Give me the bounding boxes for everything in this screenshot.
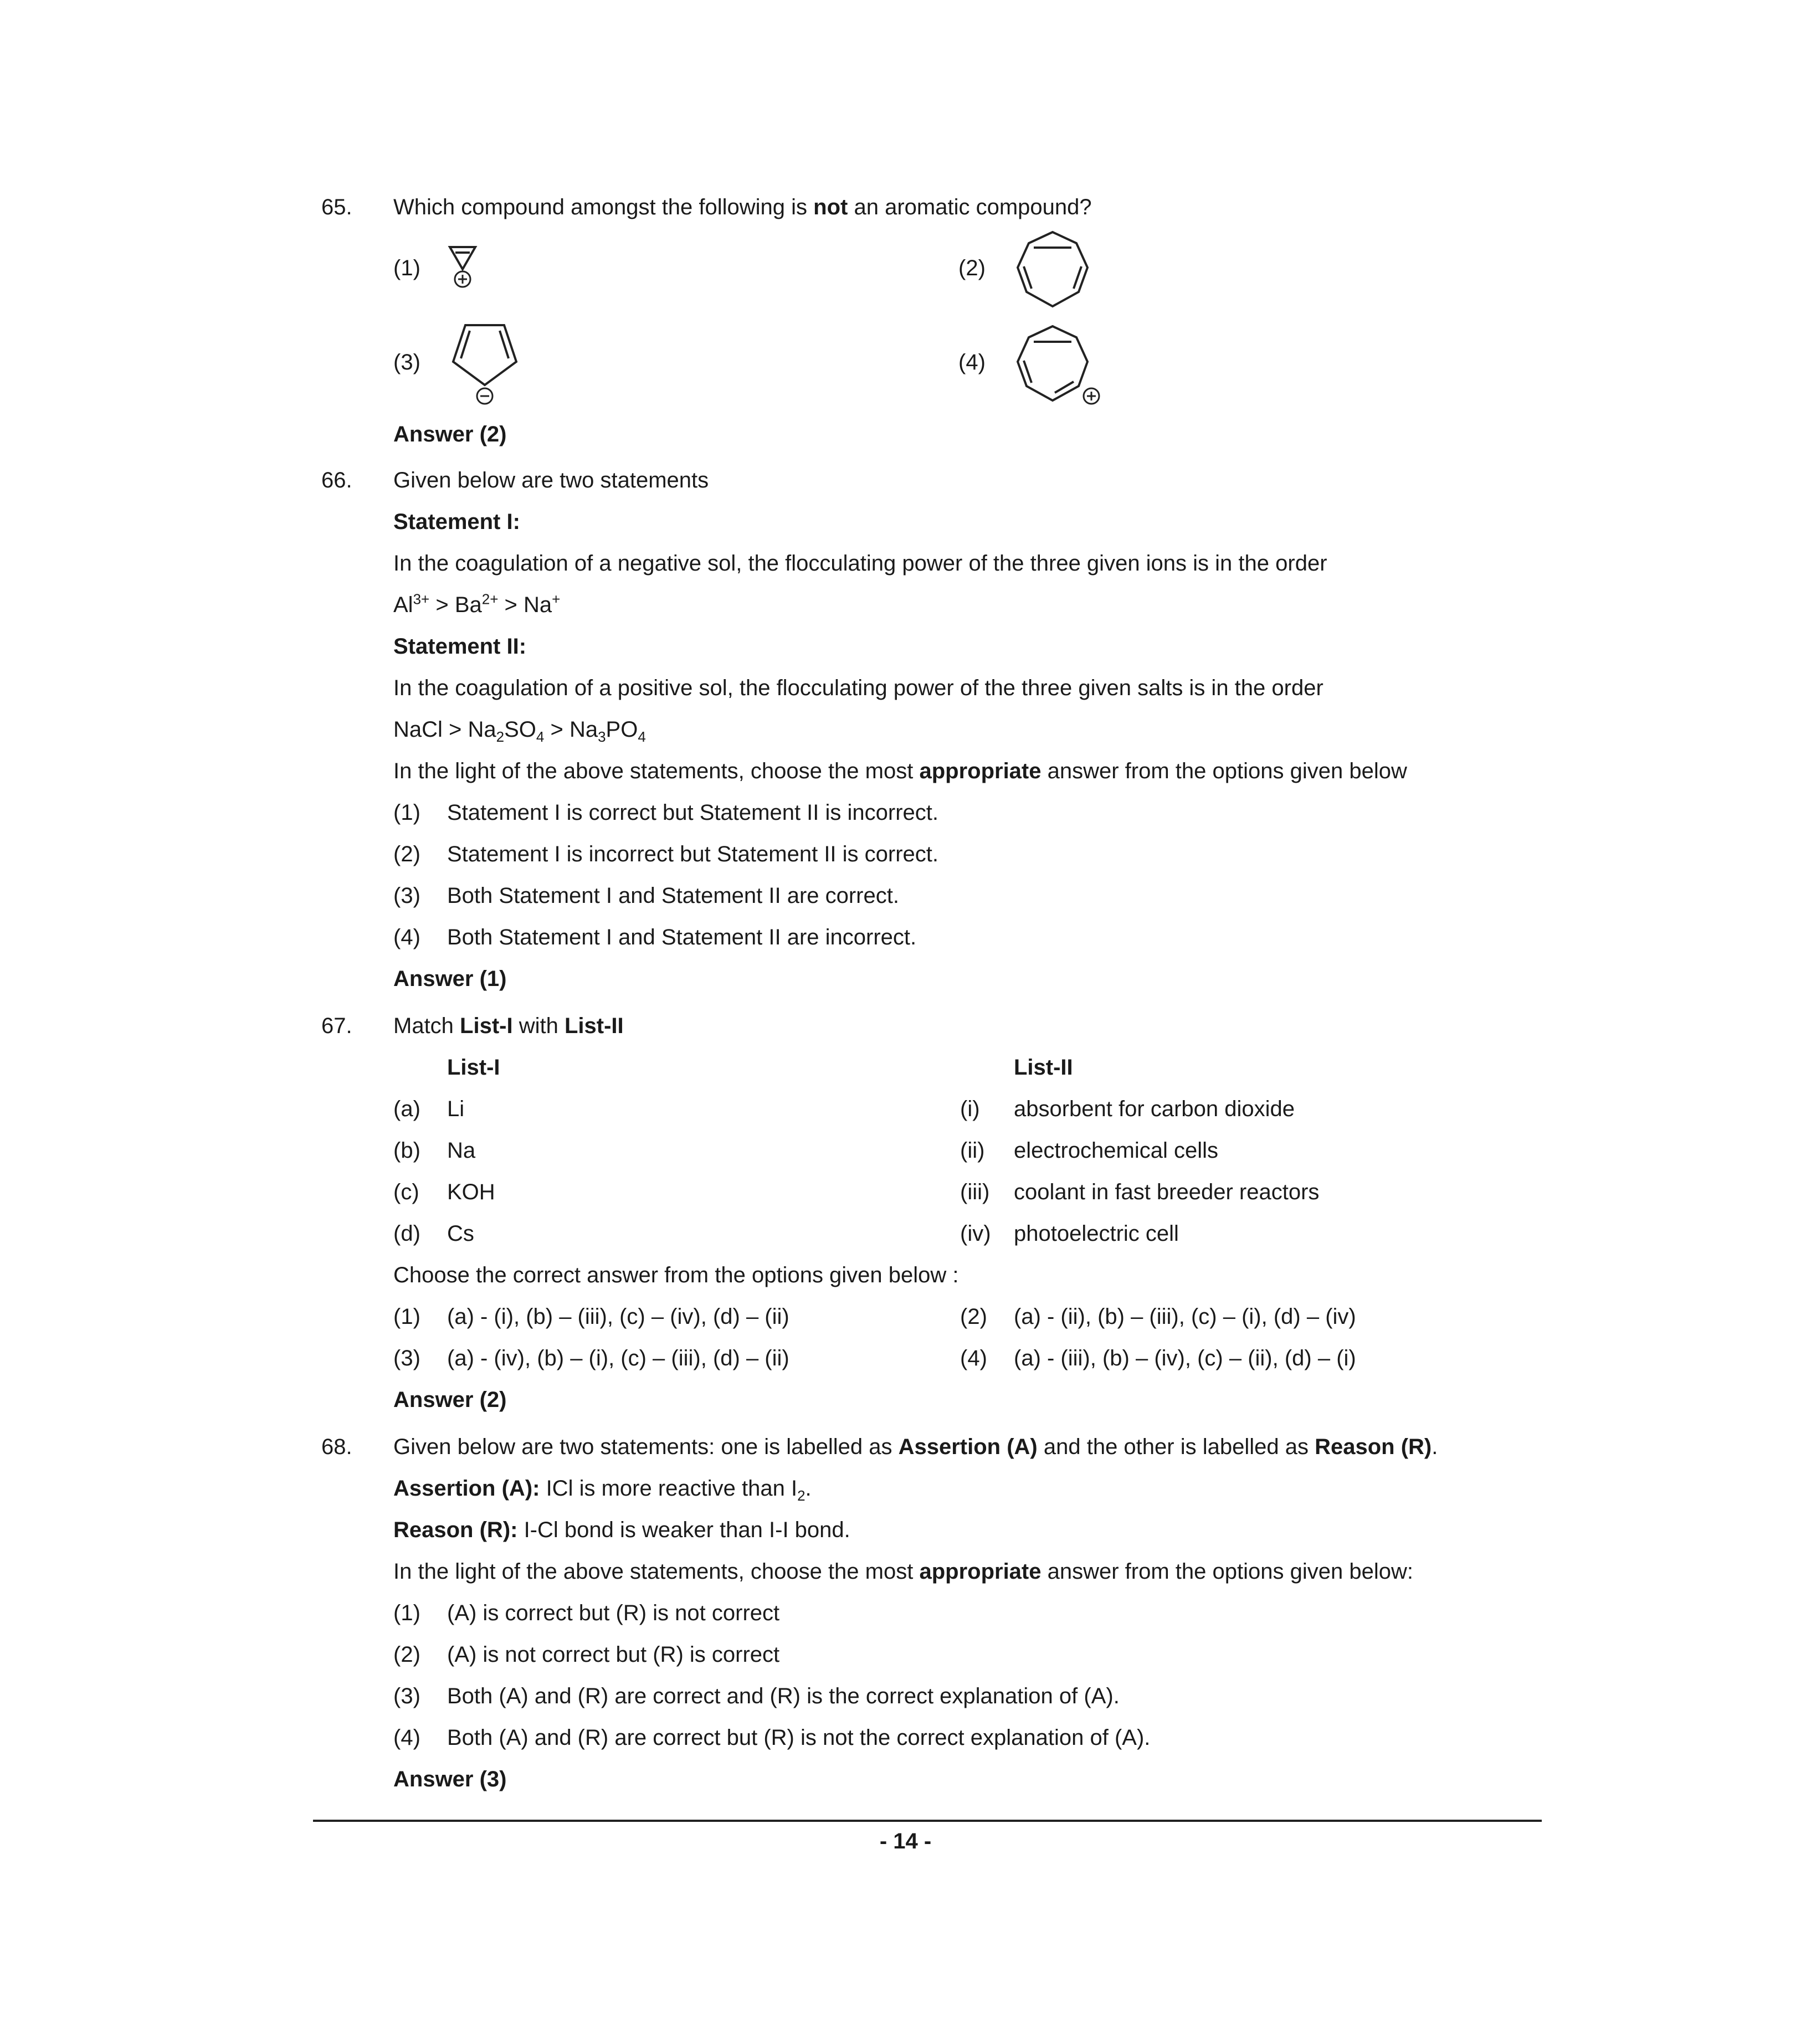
option-label: (2): [958, 256, 986, 280]
list-heading: List-I: [447, 1055, 500, 1080]
subscript: 3: [598, 728, 606, 745]
intro-emphasis: List-I: [460, 1014, 513, 1038]
charge: 2+: [481, 590, 499, 608]
list-item-text: Li: [447, 1097, 465, 1121]
formula-part: NaCl > Na: [393, 717, 496, 742]
prompt-part: In the light of the above statements, choose the most: [393, 1559, 920, 1584]
intro-emphasis: List-II: [564, 1014, 624, 1038]
option-label: (2): [960, 1305, 987, 1329]
answer: Answer (2): [393, 1388, 507, 1412]
intro-part: Given below are two statements: one is labelled as: [393, 1435, 899, 1459]
option-text: Statement I is incorrect but Statement II is correct.: [447, 842, 939, 866]
question-text-part: an aromatic compound?: [848, 195, 1092, 219]
question-intro: Given below are two statements: [393, 468, 709, 492]
question-number: 65.: [321, 195, 352, 219]
subscript: 2: [797, 1487, 806, 1504]
question-text-part: Which compound amongst the following is: [393, 195, 814, 219]
option-label: (4): [960, 1346, 987, 1370]
list-item-text: absorbent for carbon dioxide: [1014, 1097, 1295, 1121]
option-label: (1): [393, 1305, 420, 1329]
answer: Answer (1): [393, 967, 507, 991]
list-item-label: (a): [393, 1097, 420, 1121]
charge: +: [552, 590, 561, 608]
option-label: (3): [393, 1684, 420, 1708]
prompt-emphasis: appropriate: [919, 1559, 1042, 1584]
option-text: Statement I is correct but Statement II is incorrect.: [447, 800, 939, 825]
list-item-label: (iv): [960, 1221, 991, 1246]
option-text: Both Statement I and Statement II are incorrect.: [447, 925, 917, 949]
intro-part: and the other is labelled as: [1037, 1435, 1315, 1459]
ion-order: [393, 592, 560, 618]
cyclopropenyl-cation-structure: [443, 244, 482, 299]
reason-text: I-Cl bond is weaker than I-I bond.: [517, 1518, 850, 1542]
option-label: (2): [393, 842, 420, 866]
question-text: [393, 194, 1092, 220]
assertion-label: Assertion (A):: [393, 1476, 540, 1501]
intro-part: Match: [393, 1014, 460, 1038]
intro-emphasis: Assertion (A): [898, 1435, 1038, 1459]
list-item-label: (d): [393, 1221, 420, 1246]
formula-part: PO: [606, 717, 638, 742]
option-text: Both Statement I and Statement II are correct.: [447, 884, 899, 908]
subscript: 4: [536, 728, 545, 745]
option-label: (4): [393, 1725, 420, 1750]
list-item-text: coolant in fast breeder reactors: [1014, 1180, 1320, 1204]
intro-part: with: [512, 1014, 565, 1038]
formula-part: SO: [504, 717, 536, 742]
option-label: (4): [958, 350, 986, 374]
option-label: (1): [393, 256, 420, 280]
question-prompt: [393, 758, 1407, 784]
question-text-emphasis: not: [813, 195, 848, 219]
list-item-label: (iii): [960, 1180, 990, 1204]
assertion-text: ICl is more reactive than I: [540, 1476, 798, 1501]
option-text: Both (A) and (R) are correct but (R) is not the correct explanation of (A).: [447, 1725, 1151, 1750]
option-text: (a) - (i), (b) – (iii), (c) – (iv), (d) – (ii): [447, 1305, 789, 1329]
formula-part: Al: [393, 593, 413, 617]
list-item-text: photoelectric cell: [1014, 1221, 1179, 1246]
option-label: (3): [393, 884, 420, 908]
formula-part: > Na: [498, 593, 552, 617]
option-text: (a) - (iii), (b) – (iv), (c) – (ii), (d) – (i): [1014, 1346, 1356, 1370]
question-prompt: [393, 1558, 1413, 1585]
statement-text: In the coagulation of a negative sol, the flocculating power of the three given ions is in the order: [393, 551, 1327, 576]
option-text: Both (A) and (R) are correct and (R) is the correct explanation of (A).: [447, 1684, 1120, 1708]
cycloheptatriene-structure: [1008, 230, 1097, 319]
option-label: (3): [393, 1346, 420, 1370]
list-item-text: Na: [447, 1138, 476, 1163]
statement-heading: Statement II:: [393, 634, 527, 659]
formula-part: > Na: [544, 717, 598, 742]
assertion: [393, 1475, 812, 1502]
subscript: 2: [496, 728, 505, 745]
cyclopentadienyl-anion-structure: [443, 319, 526, 413]
charge: 3+: [413, 590, 430, 608]
option-text: (A) is not correct but (R) is correct: [447, 1642, 780, 1667]
list-item-text: Cs: [447, 1221, 474, 1246]
list-item-label: (i): [960, 1097, 980, 1121]
list-item-label: (ii): [960, 1138, 985, 1163]
reason: [393, 1517, 850, 1543]
question-number: 68.: [321, 1435, 352, 1459]
reason-label: Reason (R):: [393, 1518, 518, 1542]
tropylium-cation-structure: [1008, 324, 1114, 413]
option-text: (A) is correct but (R) is not correct: [447, 1601, 780, 1625]
option-label: (2): [393, 1642, 420, 1667]
intro-part: .: [1432, 1435, 1438, 1459]
prompt-part: answer from the options given below: [1041, 759, 1407, 783]
list-item-label: (b): [393, 1138, 420, 1163]
formula-part: > Ba: [429, 593, 482, 617]
option-text: (a) - (ii), (b) – (iii), (c) – (i), (d) – (iv): [1014, 1305, 1356, 1329]
subscript: 4: [638, 728, 646, 745]
statement-heading: Statement I:: [393, 510, 520, 534]
list-item-text: electrochemical cells: [1014, 1138, 1219, 1163]
option-label: (3): [393, 350, 420, 374]
answer: Answer (3): [393, 1767, 507, 1791]
option-label: (1): [393, 1601, 420, 1625]
option-label: (1): [393, 800, 420, 825]
assertion-text: .: [805, 1476, 812, 1501]
prompt-part: In the light of the above statements, choose the most: [393, 759, 920, 783]
answer: Answer (2): [393, 422, 507, 446]
option-label: (4): [393, 925, 420, 949]
prompt-emphasis: appropriate: [919, 759, 1042, 783]
intro-emphasis: Reason (R): [1315, 1435, 1432, 1459]
question-intro: [393, 1013, 624, 1039]
option-text: (a) - (iv), (b) – (i), (c) – (iii), (d) – (ii): [447, 1346, 789, 1370]
list-item-label: (c): [393, 1180, 419, 1204]
question-number: 66.: [321, 468, 352, 492]
footer-divider: [313, 1820, 1542, 1822]
statement-text: In the coagulation of a positive sol, the flocculating power of the three given salts is in the order: [393, 676, 1323, 700]
question-prompt: Choose the correct answer from the options given below :: [393, 1263, 959, 1287]
question-number: 67.: [321, 1014, 352, 1038]
prompt-part: answer from the options given below:: [1041, 1559, 1413, 1584]
salt-order: [393, 716, 646, 743]
list-heading: List-II: [1014, 1055, 1073, 1080]
page-number: - 14 -: [879, 1829, 932, 1853]
list-item-text: KOH: [447, 1180, 495, 1204]
question-intro: [393, 1434, 1438, 1460]
